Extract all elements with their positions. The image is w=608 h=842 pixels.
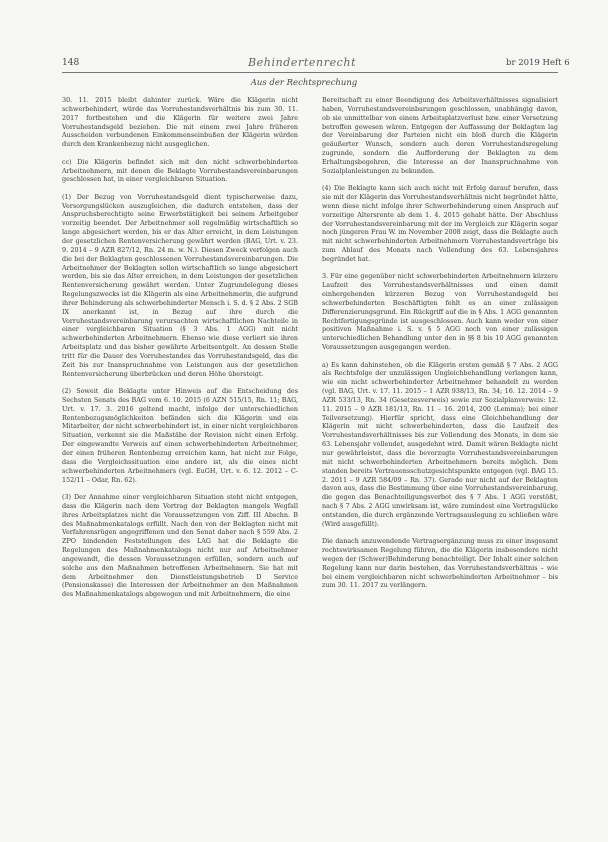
paragraph: cc) Die Klägerin befindet sich mit den nicht schwerbehinderten Arbeitnehmern, mit denen die Beklagte Vorruhestandsvereinbarungen geschlossen hat, in einer vergleichbaren Situation. <box>62 157 298 184</box>
paragraph: Die danach anzuwendende Vertragsergänzung muss zu einer insgesamt rechtswirksamen Regelung führen, die die Klägerin insbesondere nicht wegen der (Schwer)Behinderung benachteiligt. Der Inhalt einer solchen Regelung kann nur darin bestehen, das Vorruhestandsverhältnis – wie bei einem vergleichbaren nicht schwerbehinderten Arbeitnehmer – bis zum 30. 11. 2017 zu verlängern. <box>322 537 558 590</box>
journal-title: Behindertenrecht <box>248 56 357 69</box>
section-title: Aus der Rechtsprechung <box>250 78 358 88</box>
right-column <box>322 96 558 590</box>
page-number: 148 <box>62 58 80 68</box>
paragraph: Bereitschaft zu einer Beendigung des Arbeitsverhältnisses signalisiert haben, Vorruhestandsvereinbarungen geschlossen, unabhängig davon, ob sie unmittelbar von einem Arbeitsplatzverlust bzw. einer Versetzung betroffen gewesen wären. Entgegen der Auffassung der Beklagten lag der Vereinbarung der Parteien nicht ein bloß durch die Klägerin geäußerter Wunsch, sondern auch deren Vorruhestandsregelung zugrunde, sondern die Aufforderung der Beklagten zu dem Erhaltungsbegehren, die Interesse an der Inanspruchnahme von Sozialplanleistungen zu bekunden. <box>322 96 558 175</box>
paragraph: a) Es kann dahinstehen, ob die Klägerin ersten gemäß § 7 Abs. 2 AGG als Rechtsfolge der unzulässigen Ungleichbehandlung verlangen kann, wie ein nicht schwerbehinderter Arbeitnehmer behandelt zu werden (vgl. BAG, Urt. v. 17. 11. 2015 – 1 AZR 938/13, Rn. 34; 16. 12. 2014 – 9 AZR 533/13, Rn. 34 (Gesetzesverweis) sowie zur Sozialplanverweis: 12. 11. 2015 – 9 AZR 181/13, Rn. 11 – 16. 2014, 200 (Lemma); bei einer Teilversetzung). Hierfür spricht, dass eine Gleichbehandlung der Klägerin mit nicht schwerbehinderten, dass die Laufzeit des Vorruhestandsverhältnisses bis zur Vollendung des Monats, in dem sie 63. Lebensjahr vollendet, ausgedehnt wird. Damit wären Beklagte nicht nur gewährleistet, dass die bevorzugte Vorruhestandsvereinbarungen mit nicht schwerbehinderten Arbeitnehmern bereits möglich. Dem standen bereits Vertrauensschutzgesichtspunkte entgegen (vgl. BAG 15. 2. 2011 – 9 AZR 584/09 – Rn. 37). Gerade nur nicht auf der Beklagten davon aus, dass die Bestimmung über eine Vorruhestandsvereinbarung, die gegen das Benachteiligungsverbot des § 7 Abs. 1 AGG verstößt, nach § 7 Abs. 2 AGG unwirksam ist, wäre zumindest eine Vertragslücke entstanden, die durch ergänzende Vertragsauslegung zu schließen wäre (Wird ausgefüllt). <box>322 360 558 528</box>
paragraph: (1) Der Bezug von Vorruhestandsgeld dient typischerweise dazu, Versorgungslücken auszugleichen, die dadurch entstehen, dass der Anspruchsberechtigte seine Erwerbstätigkeit bei seinem Arbeitgeber vorzeitig beendet. Der Arbeitnehmer soll regelmäßig wirtschaftlich so lange abgesichert werden, bis er das Alter erreicht, in dem Leistungen der gesetzlichen Rentenversicherung gewährt werden (BAG, Urt. v. 23. 9. 2014 – 9 AZR 827/12, Rn. 24 m. w. N.). Diesen Zweck verfolgen auch die bei der Beklagten geschlossenen Vorruhestandsvereinbarungen. Die Arbeitnehmer der Beklagten sollen wirtschaftlich so lange abgesichert werden, bis sie das Alter erreichen, in dem Leistungen der gesetzlichen Rentenversicherung gewährt werden. Unter Zugrundelegung dieses Regelungszwecks ist die Klägerin als eine Arbeitnehmerin, die aufgrund ihrer Behinderung als schwerbehinderter Mensch i. S. d. § 2 Abs. 2 SGB IX anerkannt ist, in Bezug auf ihre durch die Vorruhestandsvereinbarung verursachten wirtschaftlichen Nachteile in einer vergleichbaren Situation (§ 3 Abs. 1 AGG) mit nicht schwerbehinderten Arbeitnehmern. Ebenso wie diese verliert sie ihren Arbeitsplatz und das bisher gewährte Arbeitsentgelt. An dessen Stelle tritt für die Dauer des Vorruhestandes das Vorruhestandsgeld, das die Zeit bis zur Inanspruchnahme von Leistungen aus der gesetzlichen Rentenversicherung überbrücken und deren Höhe übersteigt. <box>62 192 298 378</box>
paragraph: (4) Die Beklagte kann sich auch nicht mit Erfolg darauf berufen, dass sie mit der Klägerin das Vorruhestandsverhältnis nicht begründet hätte, wenn diese nicht infolge ihrer Schwerbehinderung einen Anspruch auf vorzeitige Altersrente ab dem 1. 4. 2015 gehabt hätte. Der Abschluss der Vorruhestandsvereinbarung mit der im Vergleich zur Klägerin sogar noch jüngeren Frau W. im November 2008 zeigt, dass die Beklagte auch mit nicht schwerbehinderten Arbeitnehmern Vorruhestandsverträge bis zum Ablauf des Monats nach Vollendung des 63. Lebensjahres begründet hat. <box>322 184 558 263</box>
paragraph: 30. 11. 2015 bleibt dahinter zurück. Wäre die Klägerin nicht schwerbehindert, würde das Vorruhestandsverhältnis bis zum 30. 11. 2017 fortbestehen und die Klägerin für weitere zwei Jahre Vorruhestandsgeld beziehen. Die mit einem zwei Jahre früheren Ausscheiden verbundenen Einkommenseinbußen der Klägerin würden durch den Krankenbezug nicht ausgeglichen. <box>62 96 298 149</box>
paragraph: (2) Soweit die Beklagte unter Hinweis auf die Entscheidung des Sechsten Senats des BAG vom 6. 10. 2015 (6 AZN 515/15, Rn. 11; BAG, Urt. v. 17. 3. 2016 geltend macht, infolge der unterschiedlichen Rentenbezugsmöglichkeiten befänden sich die Klägerin und ein Mitarbeiter, der nicht schwerbehindert ist, in einer nicht vergleichbaren Situation, verkennt sie die Maßstäbe der Revision nicht einen Erfolg. Der eingewandte Verweis auf einen schwerbehinderten Arbeitnehmer, der einen früheren Rentenbezug erreichen kann, hat nicht zur Folge, dass die Vergleichssituation eine andere ist, als die eines nicht schwerbehinderten Arbeitnehmers (vgl. EuGH, Urt. v. 6. 12. 2012 – C-152/11 – Odar, Rn. 62). <box>62 387 298 484</box>
issue-label: br 2019 Heft 6 <box>506 58 570 68</box>
header-rule <box>62 72 558 73</box>
left-column <box>62 96 298 599</box>
paragraph: (3) Der Annahme einer vergleichbaren Situation steht nicht entgegen, dass die Klägerin nach dem Vortrag der Beklagten mangels Wegfall ihres Arbeitsplatzes nicht die Voraussetzungen von Ziff. III Abschn. B des Maßnahmenkatalogs erfüllt. Nach den von der Beklagten nicht mit Verfahrensrügen angegriffenen und den Senat daher nach § 559 Abs. 2 ZPO bindenden Feststellungen des LAG hat die Beklagte die Regelungen des Maßnahmenkatalogs nicht nur auf Arbeitnehmer angewandt, die dessen Voraussetzungen erfüllen, sondern auch auf solche aus den Maßnahmen betroffenen Arbeitnehmern. Sie hat mit dem Arbeitnehmer den Dienstleistungsbetrieb D Service (Pensionskasse) die Interessen der Arbeitnehmer an den Maßnahmen des Maßnahmenkatalogs abgewogen und mit Arbeitnehmern, die eine <box>62 492 298 599</box>
paragraph: 3. Für eine gegenüber nicht schwerbehinderten Arbeitnehmern kürzere Laufzeit des Vorruhestandsverhältnisses und einen damit einhergehenden kürzeren Bezug von Vorruhestandsgeld bei schwerbehinderten Beschäftigten fehlt es an einer zulässigen Differenzierungsgrund. Ein Rückgriff auf die in § Abs. 1 AGG genannten Rechtfertigungsgründe ist ausgeschlossen. Auch kann weder von einer positiven Maßnahme i. S. v. § 5 AGG noch von einer zulässigen unterschiedlichen Behandlung unter den in §§ 8 bis 10 AGG genannten Voraussetzungen ausgegangen werden. <box>322 272 558 352</box>
